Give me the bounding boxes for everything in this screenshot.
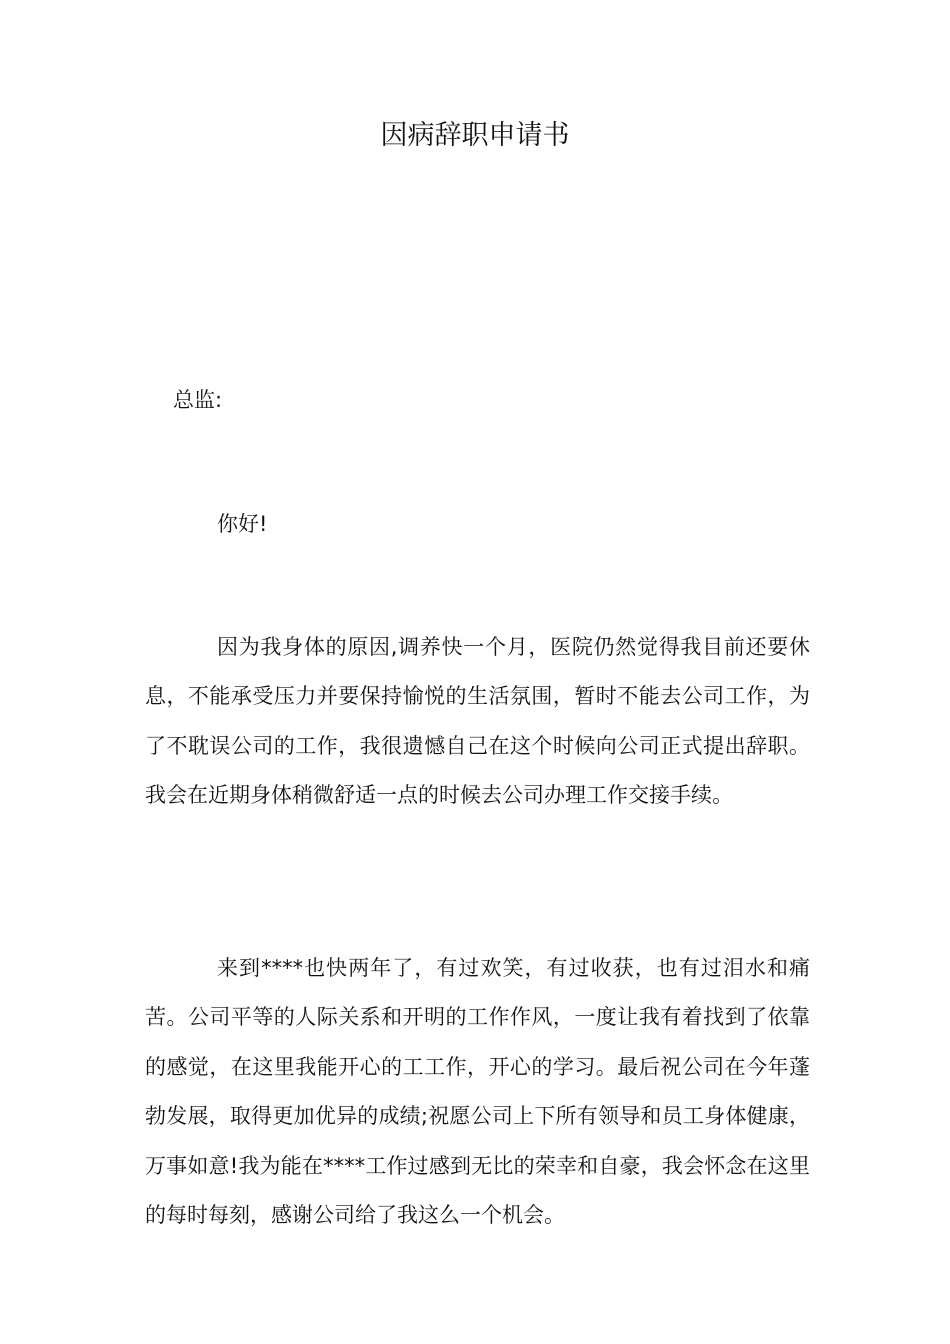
body-paragraph-2: 来到****也快两年了，有过欢笑，有过收获，也有过泪水和痛苦。公司平等的人际关系和开明的工作作风，一度让我有着找到了依靠的感觉，在这里我能开心的工工作，开心的学习。最后祝公司在今年蓬勃发展，取得更加优异的成绩;祝愿公司上下所有领导和员工身体健康，万事如意!我为能在****工作过感到无比的荣幸和自豪，我会怀念在这里的每时每刻，感谢公司给了我这么一个机会。	[145, 956, 810, 1228]
body-paragraph-1: 因为我身体的原因,调养快一个月，医院仍然觉得我目前还要休息，不能承受压力并要保持愉悦的生活氛围，暂时不能去公司工作，为了不耽误公司的工作，我很遗憾自己在这个时候向公司正式提出辞职。我会在近期身体稍微舒适一点的时候去公司办理工作交接手续。	[145, 635, 810, 808]
salutation: 总监:	[173, 388, 223, 412]
greeting: 你好!	[217, 512, 268, 536]
document-title: 因病辞职申请书	[380, 120, 570, 151]
